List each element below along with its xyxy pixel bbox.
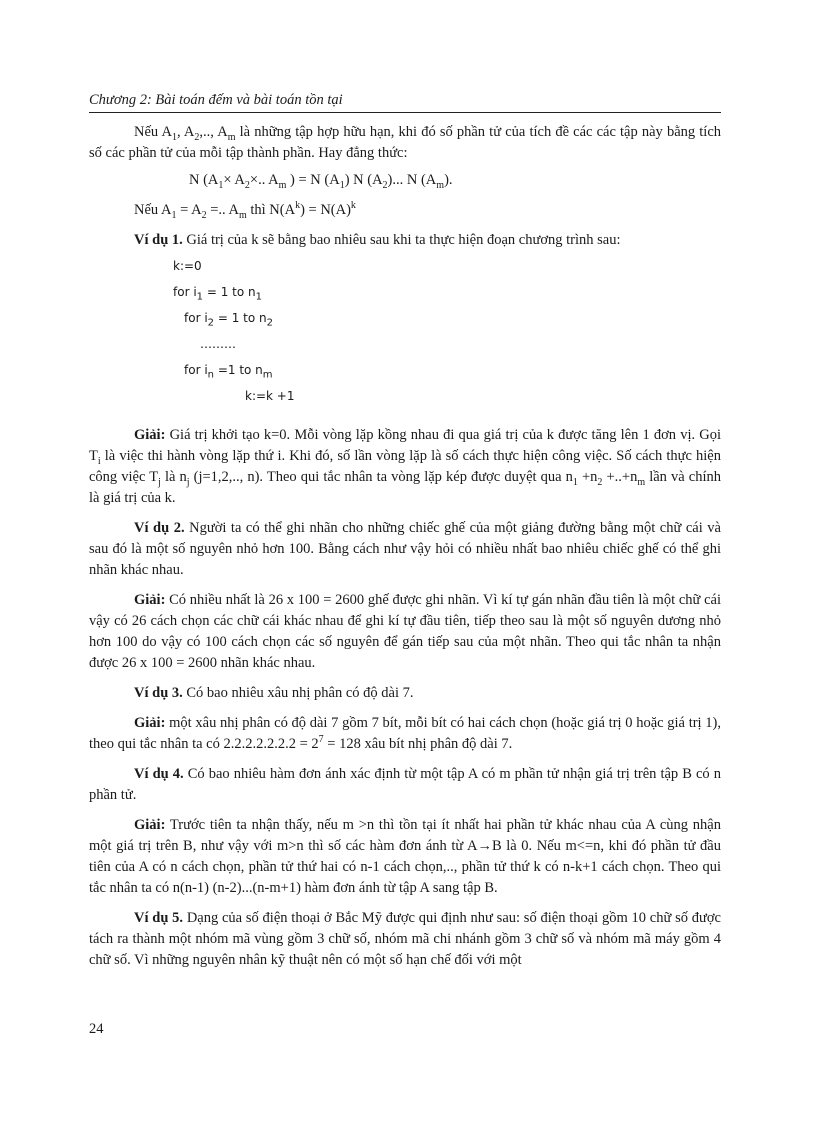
header-divider: [89, 112, 721, 113]
example-4-solution: Giải: Trước tiên ta nhận thấy, nếu m >n thì tồn tại ít nhất hai phần tử khác nhau của A cùng nhận một giá trị trên B, như vậy với m>n thì số các hàm đơn ánh từ A→B là 0. Nếu m<=n, khi đó phần tử đầu tiên của A có n cách chọn, phần tử thứ hai có n-1 cách chọn,.., phần tử thứ k có n-k+1 cách chọn. Theo qui tắc nhân ta có n(n-1) (n-2)...(n-m+1) hàm đơn ánh từ tập A sang tập B.: [89, 817, 721, 896]
example-5: Ví dụ 5. Dạng của số điện thoại ở Bắc Mỹ được qui định như sau: số điện thoại gồm 10 chữ số được tách ra thành một nhóm mã vùng gồm 3 chữ số, nhóm mã chi nhánh gồm 3 chữ số và nhóm mã máy gồm 4 chữ số. Vì những nguyên nhân kỹ thuật nên có một số hạn chế đối với một: [89, 910, 721, 968]
example-5-label: Ví dụ 5.: [134, 910, 184, 926]
example-4: Ví dụ 4. Có bao nhiêu hàm đơn ánh xác định từ một tập A có m phần tử nhận giá trị trên tập B có n phần tử.: [89, 766, 721, 803]
page-number: 24: [89, 1021, 104, 1037]
page-body: [89, 122, 721, 971]
example-3-label: Ví dụ 3.: [134, 685, 183, 701]
example-2-label: Ví dụ 2.: [134, 520, 185, 536]
example-2: Ví dụ 2. Người ta có thể ghi nhãn cho những chiếc ghế của một giảng đường bằng một chữ cái và sau đó là một số nguyên nhỏ hơn 100. Bằng cách như vậy hỏi có nhiều nhất bao nhiêu chiếc ghế có thể ghi nhãn khác nhau.: [89, 520, 721, 578]
code-line: ………: [200, 337, 236, 351]
code-line: for $i_1 = 1$ to $n_1$: [173, 285, 263, 303]
example-3: Ví dụ 3. Có bao nhiêu xâu nhị phân có độ dài 7.: [134, 685, 414, 701]
example-1: Ví dụ 1. Giá trị của k sẽ bằng bao nhiêu sau khi ta thực hiện đoạn chương trình sau:: [134, 232, 621, 248]
code-line: k:=0: [173, 259, 202, 273]
example-2-solution: Giải: Có nhiều nhất là 26 x 100 = 2600 ghế được ghi nhãn. Vì kí tự gán nhãn đầu tiên là một chữ cái vậy có 26 cách chọn các chữ cái khác nhau để ghi kí tự đầu tiên, tiếp theo sau là một số nguyên dương nhỏ hơn 100 do vậy có 100 cách chọn các số nguyên để gán tiếp sau của một nhãn. Theo qui tắc nhân ta nhận được 26 x 100 = 2600 nhãn khác nhau.: [89, 592, 721, 671]
product-equation: N ($A_1\times A_2\times$.. $A_m$ ) = N $(A_1)$ N $(A_2)$... N $(A_m)$.: [189, 172, 453, 191]
paragraph-cartesian-product: Nếu $A_1$, $A_2$,.., $A_m$ là những tập hợp hữu hạn, khi đó số phần tử của tích đề các các tập này bằng tích số các phần tử của mỗi tập thành phần. Hay đẳng thức:: [89, 124, 721, 161]
code-line: for $i_2 = 1$ to $n_2$: [184, 311, 274, 329]
code-block: [89, 260, 721, 416]
example-4-label: Ví dụ 4.: [134, 766, 184, 782]
example-1-solution: Giải: Giá trị khởi tạo k=0. Mỗi vòng lặp kồng nhau đi qua giá trị của k được tăng lên 1 đơn vị. Gọi $T_i$ là việc thi hành vòng lặp thứ i. Khi đó, số lần vòng lặp là số cách thực hiện công việc. Số cách thực hiện công việc $T_j$ là $n_j$ (j=1,2,.., n). Theo qui tắc nhân ta vòng lặp kép được duyệt qua $n_1 +n_2 +..+n_m$ lần và chính là giá trị của k.: [89, 427, 721, 506]
example-3-solution: Giải: một xâu nhị phân có độ dài 7 gồm 7 bít, mỗi bít có hai cách chọn (hoặc giá trị 0 hoặc giá trị 1), theo qui tắc nhân ta có $2.2.2.2.2.2.2 = 2^7 = 128$ xâu bít nhị phân độ dài 7.: [89, 715, 721, 752]
code-line: k:=k +1: [245, 389, 295, 403]
example-1-label: Ví dụ 1.: [134, 232, 183, 248]
running-header: Chương 2: Bài toán đếm và bài toán tồn tại: [89, 92, 343, 108]
code-line: for $i_n =1$ to $n_m$: [184, 363, 273, 381]
paragraph-power-rule: Nếu $A_1 = A_2$ =.. $A_m$ thì $N(A^k) = N(A)^k$: [134, 200, 356, 221]
